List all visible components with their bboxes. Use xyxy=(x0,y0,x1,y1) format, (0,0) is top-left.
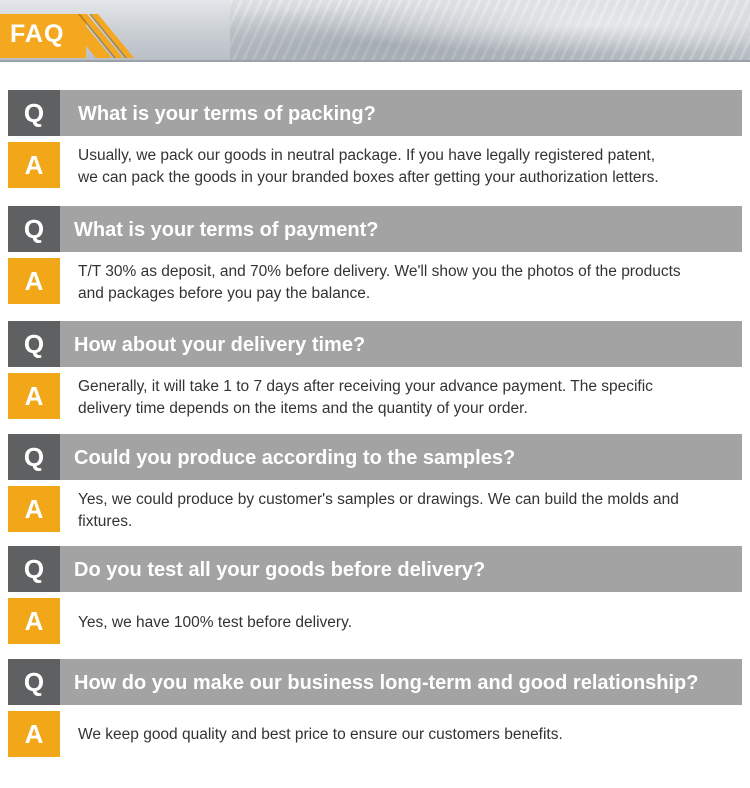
question-badge: Q xyxy=(8,546,60,592)
stripes-decoration-icon xyxy=(60,14,140,58)
question-bar xyxy=(8,659,742,705)
answer-badge: A xyxy=(8,258,60,304)
question-text: What is your terms of payment? xyxy=(74,219,379,241)
answer-line: and packages before you pay the balance. xyxy=(78,285,371,302)
question-text: Do you test all your goods before delivery? xyxy=(74,559,486,581)
metal-texture xyxy=(230,0,750,62)
answer-badge: A xyxy=(8,373,60,419)
answer-text xyxy=(78,489,728,533)
question-text: What is your terms of packing? xyxy=(78,103,376,125)
answer-line: Yes, we have 100% test before delivery. xyxy=(78,614,352,631)
faq-header-banner xyxy=(0,0,750,62)
question-bar xyxy=(8,434,742,480)
question-badge: Q xyxy=(8,206,60,252)
answer-line: We keep good quality and best price to ensure our customers benefits. xyxy=(78,726,563,743)
answer-line: Yes, we could produce by customer's samples or drawings. We can build the molds and xyxy=(78,491,679,508)
answer-badge: A xyxy=(8,486,60,532)
question-badge: Q xyxy=(8,90,60,136)
question-bar xyxy=(8,206,742,252)
answer-text xyxy=(78,612,728,634)
answer-text xyxy=(78,261,728,305)
question-badge: Q xyxy=(8,659,60,705)
answer-text xyxy=(78,376,728,420)
question-bar xyxy=(8,90,742,136)
question-text: How about your delivery time? xyxy=(74,334,366,356)
answer-text xyxy=(78,145,728,189)
answer-line: delivery time depends on the items and the quantity of your order. xyxy=(78,400,528,417)
answer-line: T/T 30% as deposit, and 70% before delivery. We'll show you the photos of the products xyxy=(78,263,681,280)
question-badge: Q xyxy=(8,321,60,367)
question-badge: Q xyxy=(8,434,60,480)
answer-line: Usually, we pack our goods in neutral package. If you have legally registered patent, xyxy=(78,147,655,164)
question-text: How do you make our business long-term and good relationship? xyxy=(74,672,699,694)
question-text: Could you produce according to the samples? xyxy=(74,447,516,469)
answer-line: fixtures. xyxy=(78,513,133,530)
answer-badge: A xyxy=(8,711,60,757)
faq-title: FAQ xyxy=(10,20,65,48)
answer-badge: A xyxy=(8,598,60,644)
answer-badge: A xyxy=(8,142,60,188)
answer-line: Generally, it will take 1 to 7 days after receiving your advance payment. The specific xyxy=(78,378,653,395)
question-bar xyxy=(8,546,742,592)
question-bar xyxy=(8,321,742,367)
answer-line: we can pack the goods in your branded boxes after getting your authorization letters. xyxy=(78,169,659,186)
answer-text xyxy=(78,724,728,746)
